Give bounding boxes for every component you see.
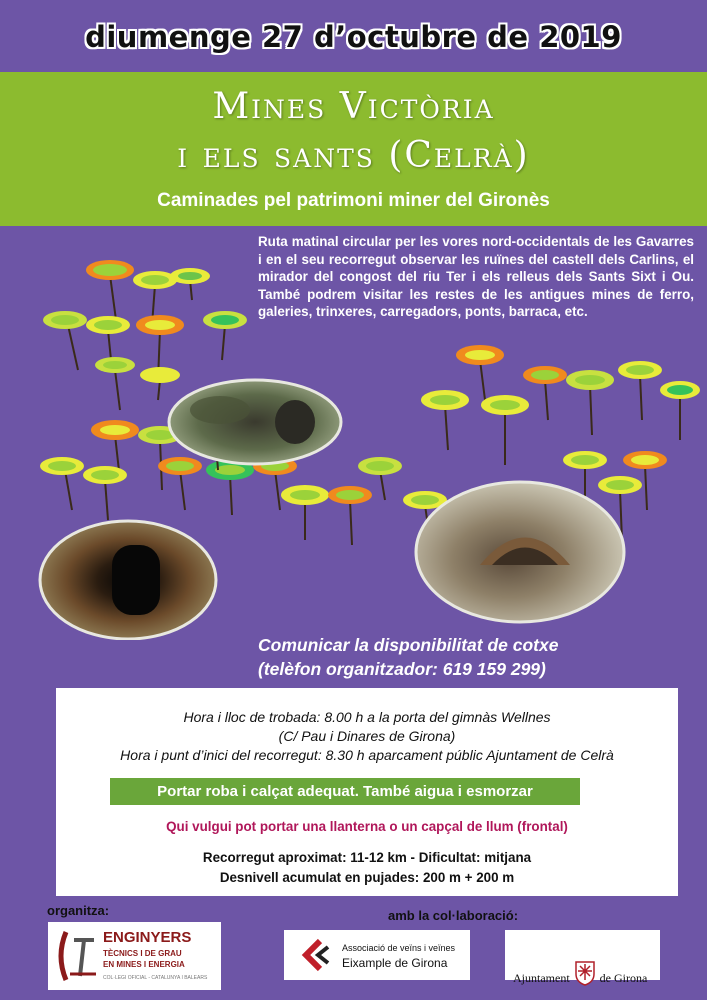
meeting-info: Hora i lloc de trobada: 8.00 h a la porta del gimnàs Wellnes — [183, 709, 551, 725]
title-line-2: i els sants (Celrà) — [177, 135, 530, 176]
pickaxe-icon — [52, 926, 102, 986]
meeting-address: (C/ Pau i Dinares de Girona) — [278, 728, 456, 744]
lantern-notice: Qui vulgui pot portar una llanterna o un capçal de llum (frontal) — [166, 819, 568, 834]
association-logo-line-2: Eixample de Girona — [342, 956, 448, 970]
gear-notice: Portar roba i calçat adequat. També aigua i esmorzar — [110, 778, 580, 805]
engineers-logo-line-2: EN MINES I ENERGIA — [103, 960, 185, 969]
association-logo — [284, 930, 470, 980]
info-box — [56, 688, 678, 896]
coat-of-arms-icon — [574, 960, 596, 986]
association-logo-line-1: Associació de veïns i veïnes — [342, 943, 456, 953]
subtitle: Caminades pel patrimoni miner del Gironès — [157, 190, 550, 211]
engineers-logo-line-3: COL·LEGI OFICIAL - CATALUNYA I BALEARS — [103, 975, 208, 981]
event-date: diumenge 27 d’octubre de 2019 — [85, 20, 622, 54]
city-council-logo-text: Ajuntament de Girona — [513, 960, 647, 986]
title-line-1: Mines Victòria — [212, 86, 495, 127]
route-distance: Recorregut aproximat: 11-12 km - Dificultat: mitjana — [202, 850, 532, 865]
city-council-logo — [505, 930, 660, 985]
cave-photo — [169, 380, 341, 464]
car-notice — [258, 633, 698, 681]
engineers-logo-title: ENGINYERS — [103, 929, 192, 946]
engineers-logo — [48, 922, 221, 990]
car-notice-line-1: Comunicar la disponibilitat de cotxe — [258, 635, 559, 655]
route-description: Ruta matinal circular per les vores nord-occidentals de les Gavarres i en el seu recorregut observar les ruïnes del castell dels Carlins, el mirador del congost del riu Ter i els relleus dels Sants Sixt i Ou. També podrem visitar les restes de les antigues mines de ferro, galeries, trinxeres, carregadors, ponts, barraca, etc. — [258, 234, 694, 320]
organizer-label: organitza: — [47, 903, 110, 918]
date-banner — [0, 0, 707, 72]
start-info: Hora i punt d’inici del recorregut: 8.30 h aparcament públic Ajuntament de Celrà — [120, 747, 614, 763]
elevation-gain: Desnivell acumulat en pujades: 200 m + 200 m — [219, 870, 515, 885]
collaboration-label: amb la col·laboració: — [388, 908, 519, 923]
engineers-logo-line-1: TÈCNICS I DE GRAU — [103, 949, 182, 958]
chevron-icon — [294, 935, 334, 975]
car-notice-phone: (telèfon organitzador: 619 159 299) — [258, 659, 546, 679]
